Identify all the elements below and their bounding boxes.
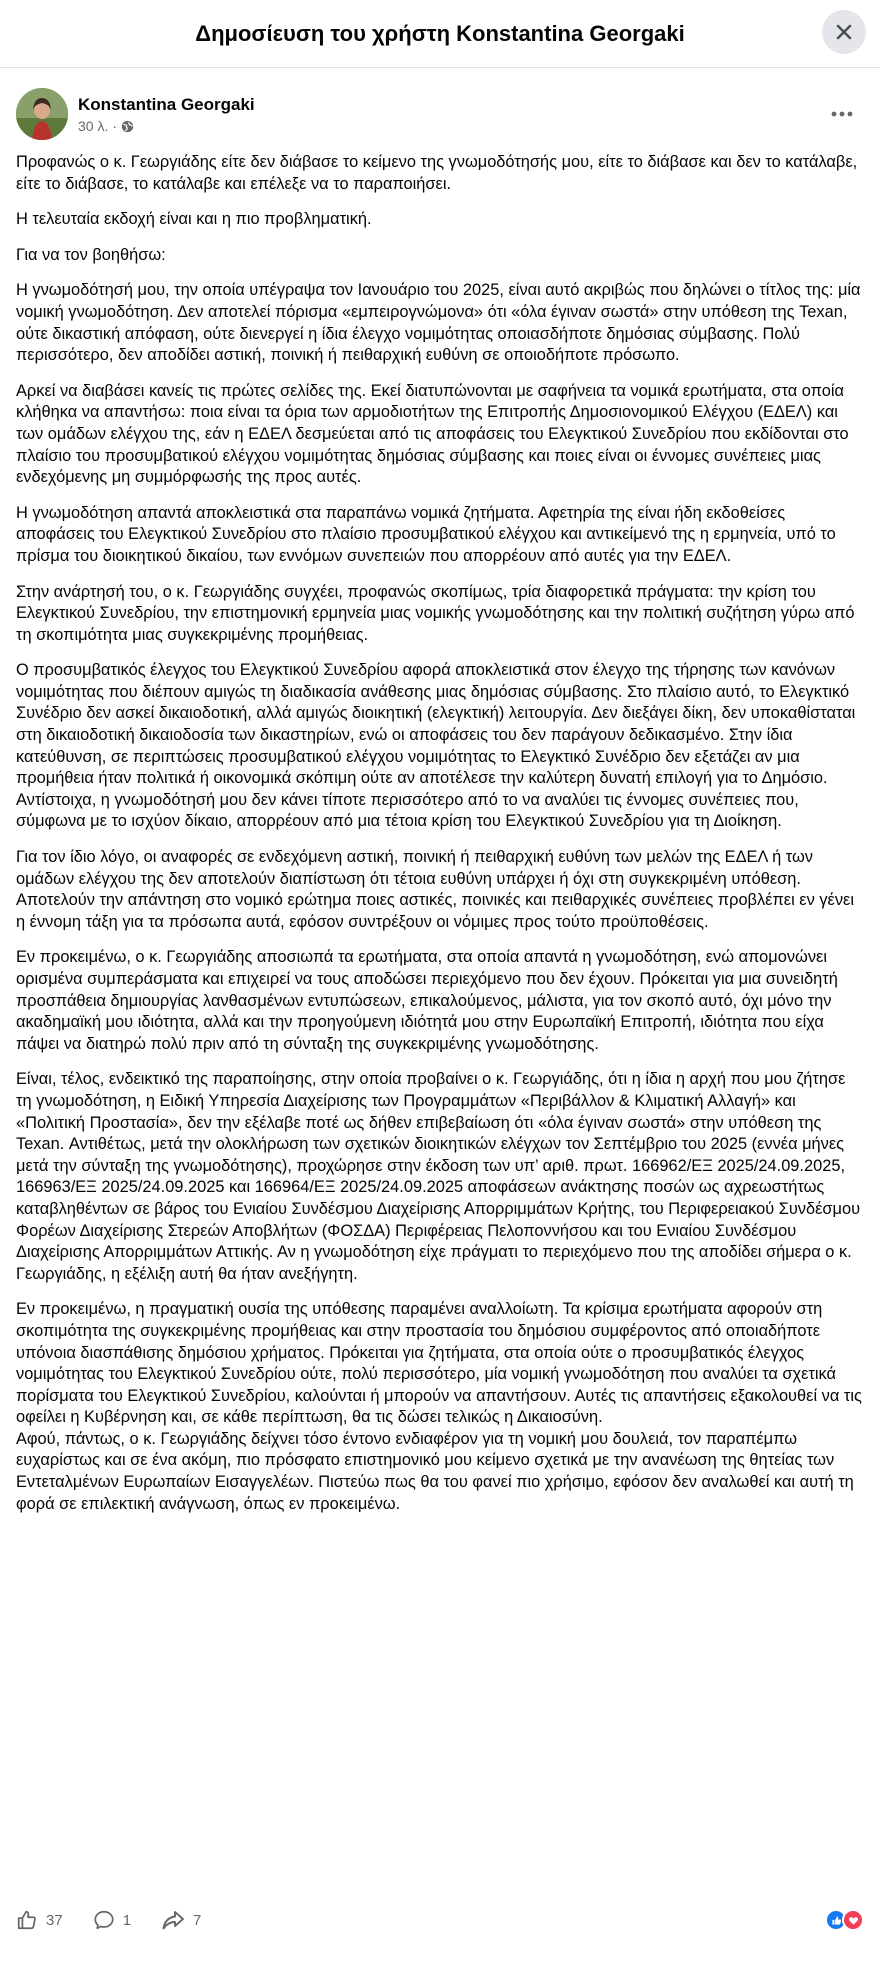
close-button[interactable] [822,10,866,54]
post-paragraph: Στην ανάρτησή του, ο κ. Γεωργιάδης συγχέει, προφανώς σκοπίμως, τρία διαφορετικά πράγματα: την κρίση του Ελεγκτικού Συνεδρίου, την επιστημονική ερμηνεία μιας νομικής γνωμοδότησης και την πολιτική συζήτηση γύρω από τη σκοπιμότητα μιας συγκεκριμένης προμήθειας. [16,582,855,644]
thumbs-up-icon [16,1909,38,1931]
post-author-row [0,68,880,140]
post-paragraph: Είναι, τέλος, ενδεικτικό της παραποίησης, στην οποία προβαίνει ο κ. Γεωργιάδης, ότι η ίδια η αρχή που μου ζήτησε τη γνωμοδότηση, η Ειδική Υπηρεσία Διαχείρισης των Προγραμμάτων «Περιβάλλον & Κλιματική Αλλαγή» και «Πολιτική Προστασία», δεν την εξέλαβε ποτέ ως δήθεν επιβεβαίωση ότι «όλα έγιναν σωστά» στην υπόθεση της Texan. Αντιθέτως, μετά την ολοκλήρωση των σχετικών διοικητικών ελέγχων τον Σεπτέμβριο του 2025 (εννέα μήνες μετά την σύνταξη της γνωμοδότησης), προχώρησε στην έκδοση των υπ’ αριθ. πρωτ. 166962/ΕΞ 2025/24.09.2025, 166963/ΕΞ 2025/24.09.2025 και 166964/ΕΞ 2025/24.09.2025 αποφάσεων ανάκτησης ποσών ως αχρεωστήτως καταβληθέντων σε βάρος του Ενιαίου Συνδέσμου Διαχείρισης Απορριμμάτων Κρήτης, του Περιφερειακού Συνδέσμου Φορέων Διαχείρισης Στερεών Αποβλήτων (ΦΟΣΔΑ) Περιφέρειας Πελοποννήσου και του Ενιαίου Συνδέσμου Διαχείρισης Απορριμμάτων Αττικής. Αν η γνωμοδότηση είχε πράγματι το περιεχόμενο που της αποδίδει σήμερα ο κ. Γεωργιάδης, η εξέλιξη αυτή θα ήταν ανεξήγητη. [16,1070,861,1283]
modal-title: Δημοσίευση του χρήστη Konstantina Georgaki [195,20,685,46]
modal-header [0,0,880,68]
post-paragraph: Εν προκειμένω, ο κ. Γεωργιάδης αποσιωπά τα ερωτήματα, στα οποία απαντά η γνωμοδότηση, ενώ απομονώνει ορισμένα συμπεράσματα και επιχειρεί να τους αποδώσει περιεχόμενο που δεν έχουν. Πρόκειται για μια συνειδητή προσπάθεια δημιουργίας λανθασμένων εντυπώσεων, επικαλούμενος, μάλιστα, για τον σκοπό αυτό, όχι μόνο την ακαδημαϊκή μου ιδιότητα, αλλά και την προηγούμενη ιδιότητά μου στην Ευρωπαϊκή Επιτροπή, ιδιότητα που είχα πάψει να διατηρώ πολύ πριν από τη σύνταξη της συγκεκριμένης γνωμοδότησης. [16,948,838,1053]
author-meta [78,94,824,134]
like-count: 37 [46,1911,63,1929]
post-body [0,140,880,1515]
post-paragraph: Εν προκειμένω, η πραγματική ουσία της υπόθεσης παραμένει αναλλοίωτη. Τα κρίσιμα ερωτήματα αφορούν στη σκοπιμότητα της συγκεκριμένης προμήθειας και στην προστασία του δημόσιου συμφέροντος από οποιαδήποτε υπόνοια διασπάθισης δημόσιου χρήματος. Πρόκειται για ζητήματα, στα οποία ούτε ο προσυμβατικός έλεγχος νομιμότητας του Ελεγκτικού Συνεδρίου ούτε, πολύ περισσότερο, μία νομική γνωμοδότηση που αναλύει τα σχετικά πορίσματα του Ελεγκτικού Συνεδρίου, καλούνται ή μπορούν να απαντήσουν. Αυτές τις απαντήσεις εξακολουθεί να τις οφείλει η Κυβέρνηση και, σε κάθε περίπτωση, θα τις δώσει τελικώς η Δικαιοσύνη. [16,1300,862,1427]
share-button[interactable] [161,1909,201,1931]
comment-count: 1 [122,1911,132,1929]
author-name[interactable]: Konstantina Georgaki [78,95,255,114]
meta-separator: · [112,118,118,134]
post-paragraph: Ο προσυμβατικός έλεγχος του Ελεγκτικού Συνεδρίου αφορά αποκλειστικά στον έλεγχο της τήρησης των κανόνων νομιμότητας που διέπουν αμιγώς τη διαδικασία ανάθεσης μιας δημόσιας σύμβασης. Στο πλαίσιο αυτό, το Ελεγκτικό Συνέδριο δεν ασκεί δικαιοδοτική, αλλά αμιγώς διοικητική (ελεγκτική) λειτουργία. Δεν διεξάγει δίκη, δεν υποκαθίσταται στη δικαιοδοτική δικαιοδοσία των δικαστηρίων, ενώ οι αποφάσεις του δεν παράγουν δεδικασμένο. Στην ίδια κατεύθυνση, σε περιπτώσεις προσυμβατικού ελέγχου νομιμότητας το Ελεγκτικό Συνέδριο δεν εξετάζει αν μια προμήθεια ήταν πολιτικά ή οικονομικά σκόπιμη ούτε αν αποτέλεσε την καλύτερη δυνατή επιλογή για το Δημόσιο. Αντίστοιχα, η γνωμοδότησή μου δεν κάνει τίποτε περισσότερο από το να αναλύει τις έννομες συνέπειες που, σύμφωνα με το ισχύον δίκαιο, απορρέουν από μια τέτοια κρίση του Ελεγκτικού Συνεδρίου για τη Διοίκηση. [16,661,856,831]
post-paragraph: Η γνωμοδότησή μου, την οποία υπέγραψα τον Ιανουάριο του 2025, είναι αυτό ακριβώς που δηλώνει ο τίτλος της: μία νομική γνωμοδότηση. Δεν αποτελεί πόρισμα «εμπειρογνώμονα» ότι «όλα έγιναν σωστά» στην υπόθεση της Texan, ούτε δικαστική απόφαση, ούτε διενεργεί η ίδια έλεγχο νομιμότητας οποιασδήποτε δημόσιας σύμβασης. Πολύ περισσότερο, δεν αποδίδει αστική, ποινική ή πειθαρχική ευθύνη σε οποιοδήποτε πρόσωπο. [16,281,861,365]
share-count: 7 [193,1911,202,1929]
post-meta [78,118,824,134]
share-icon [161,1909,185,1931]
reaction-summary[interactable] [825,1909,864,1931]
post-paragraph: Η γνωμοδότηση απαντά αποκλειστικά στα παραπάνω νομικά ζητήματα. Αφετηρία της είναι ήδη εκδοθείσες αποφάσεις του Ελεγκτικού Συνεδρίου στο πλαίσιο προσυμβατικού ελέγχου και αντικείμενό της η ερμηνεία, υπό το πρίσμα του διοικητικού δικαίου, των εννόμων συνεπειών που απορρέουν από αυτές για την ΕΔΕΛ. [16,503,836,565]
comment-icon [93,1909,115,1931]
post-paragraph: Προφανώς ο κ. Γεωργιάδης είτε δεν διάβασε το κείμενο της γνωμοδότησής μου, είτε το διάβασε και δεν το κατάλαβε, είτε το διάβασε, το κατάλαβε και επέλεξε να το παραποιήσει. [16,153,858,193]
post-time[interactable]: 30 λ. [78,118,109,134]
post-paragraph: Για τον ίδιο λόγο, οι αναφορές σε ενδεχόμενη αστική, ποινική ή πειθαρχική ευθύνη των μελών της ΕΔΕΛ ή των ομάδων ελέγχου της δεν αποτελούν διαπίστωση ότι τέτοια ευθύνη υπάρχει ή όχι στη συγκεκριμένη υπόθεση. Αποτελούν την απάντηση στο νομικό ερώτημα ποιες αστικές, ποινικές και πειθαρχικές συνέπειες προβλέπει εν γένει η έννομη τάξη για τα πρόσωπα αυτά, εφόσον συντρέξουν οι νόμιμες προς τούτο προϋποθέσεις. [16,848,855,931]
post-actions-bar [0,1900,880,1940]
globe-icon [121,120,134,133]
close-icon [834,22,854,42]
more-horizontal-icon [831,111,853,117]
post-paragraph: Αρκεί να διαβάσει κανείς τις πρώτες σελίδες της. Εκεί διατυπώνονται με σαφήνεια τα νομικά ερωτήματα, στα οποία κλήθηκα να απαντήσω: ποια είναι τα όρια των αρμοδιοτήτων της Επιτροπής Δημοσιονομικού Ελέγχου (ΕΔΕΛ) και των ομάδων ελέγχου της, εάν η ΕΔΕΛ δεσμεύεται από τις αποφάσεις του Ελεγκτικού Συνεδρίου που εκδίδονται στο πλαίσιο του προσυμβατικού ελέγχου νομιμότητας δημόσιας σύμβασης και ποιες είναι οι έννομες συνέπειες μιας ενδεχόμενης μη συμμόρφωσής της προς αυτές. [16,381,849,487]
post-paragraph: Για να τον βοηθήσω: [16,245,166,264]
like-button[interactable] [16,1909,63,1931]
post-paragraph: Η τελευταία εκδοχή είναι και η πιο προβληματική. [16,210,372,229]
comment-button[interactable] [93,1909,131,1931]
post-paragraph: Αφού, πάντως, ο κ. Γεωργιάδης δείχνει τόσο έντονο ενδιαφέρον για τη νομική μου δουλειά, τον παραπέμπω ευχαρίστως και σε ένα ακόμη, πιο πρόσφατο επιστημονικό μου κείμενο σχετικά με την ανανέωση της θητείας των Εντεταλμένων Ευρωπαίων Εισαγγελέων. Πιστεύω πως θα του φανεί πιο χρήσιμο, εφόσον δεν αναλωθεί και αυτή τη φορά σε επιλεκτική ανάγνωση, όπως εν προκειμένω. [16,1429,854,1513]
avatar[interactable] [16,88,68,140]
more-options-button[interactable] [824,96,860,132]
love-reaction-icon [842,1909,864,1931]
